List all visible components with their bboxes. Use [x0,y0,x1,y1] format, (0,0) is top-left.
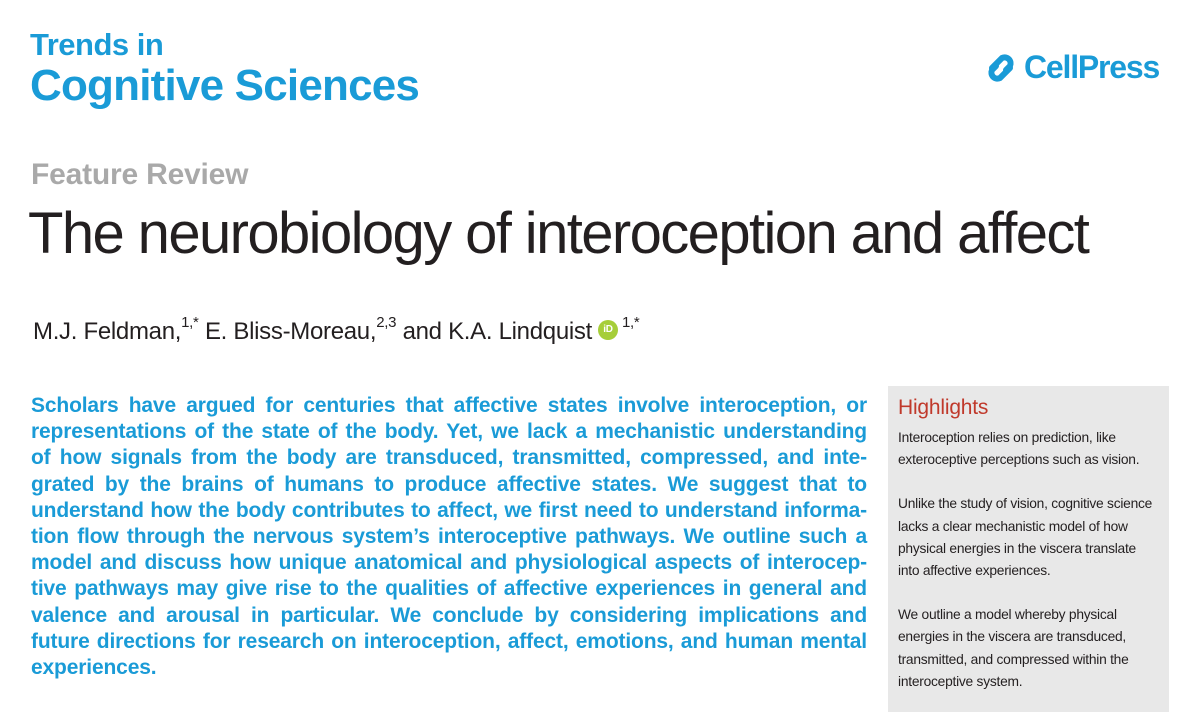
author-affiliation: 1,* [621,314,640,331]
author-list [33,314,640,346]
orcid-icon[interactable]: iD [598,320,618,340]
highlight-item: Unlike the study of vision, cognitive science lacks a clear mechanistic model of how physical energies in the viscera translate into affective experiences. [898,496,1153,579]
abstract-line: valence and arousal in particular. We conclude by considering implications and [31,603,867,627]
highlight-item: Interoception relies on prediction, like exteroceptive perceptions such as vision. [898,430,1140,468]
author-bliss-moreau[interactable]: E. Bliss-Moreau, [204,318,377,345]
abstract-line: representations of the state of the body. Yet, we lack a mechanistic understanding [31,420,867,444]
highlights-panel [888,386,1169,712]
abstract-line: future directions for research on interoception, affect, emotions, and human mental [31,629,867,653]
abstract-line: experiences. [31,656,157,680]
journal-title-line1: Trends in [30,27,164,62]
publisher-logo [984,49,1159,86]
journal-title-line2: Cognitive Sciences [30,61,420,110]
abstract-line: tion flow through the nervous system’s interoceptive pathways. We outline such a [31,525,867,549]
abstract-line: of how signals from the body are transduced, transmitted, compressed, and inte- [31,446,867,470]
cellpress-logo-icon [984,50,1018,86]
abstract [31,393,867,681]
article-title: The neurobiology of interoception and affect [28,201,1089,266]
abstract-line: Scholars have argued for centuries that affective states involve interoception, or [31,394,867,417]
author-feldman[interactable]: M.J. Feldman, [33,318,182,345]
highlight-item: We outline a model whereby physical energies in the viscera are transduced, transmitted, and compressed within the interoceptive system. [898,607,1129,689]
author-affiliation: 2,3 [376,314,397,331]
journal-title [30,28,419,110]
abstract-line: grated by the brains of humans to produce affective states. We suggest that to [31,472,867,496]
highlights-heading: Highlights [898,396,989,419]
abstract-line: understand how the body contributes to affect, we first need to understand informa- [31,498,867,522]
abstract-line: tive pathways may give rise to the qualities of affective experiences in general and [31,577,867,601]
abstract-line: model and discuss how unique anatomical and physiological aspects of interocep- [31,551,867,575]
article-type: Feature Review [31,158,249,191]
author-affiliation: 1,* [181,314,199,331]
author-lindquist[interactable]: and K.A. Lindquist [402,318,592,345]
publisher-name: CellPress [1024,49,1160,85]
